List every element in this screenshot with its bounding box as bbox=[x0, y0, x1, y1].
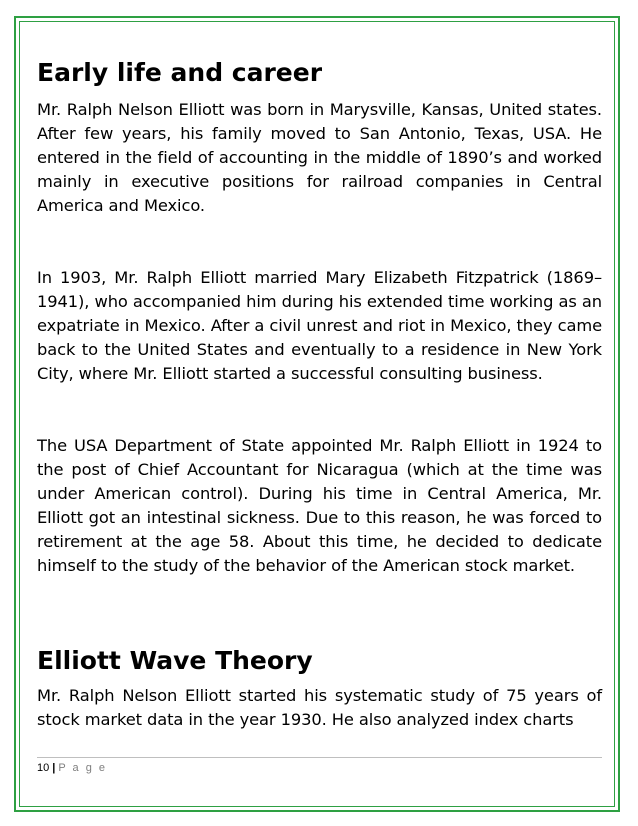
section-heading-early-life: Early life and career bbox=[37, 58, 323, 87]
paragraph-early-life-1: Mr. Ralph Nelson Elliott was born in Marysville, Kansas, United states. After few years, his family moved to San Antonio, Texas, USA. He entered in the field of accounting in the middle of 1890’s and worked mainly in executive positions for railroad companies in Central America and Mexico. bbox=[37, 100, 602, 215]
paragraph-early-life-2: In 1903, Mr. Ralph Elliott married Mary Elizabeth Fitzpatrick (1869–1941), who accompanied him during his extended time working as an expatriate in Mexico. After a civil unrest and riot in Mexico, they came back to the United States and eventually to a residence in New York City, where Mr. Elliott started a successful consulting business. bbox=[37, 268, 602, 383]
page-label: P a g e bbox=[58, 762, 107, 774]
page-number: 10 bbox=[37, 762, 50, 774]
page-footer bbox=[37, 757, 602, 774]
document-body bbox=[37, 56, 602, 732]
paragraph-elliott-wave-1: Mr. Ralph Nelson Elliott started his systematic study of 75 years of stock market data in the year 1930. He also analyzed index charts bbox=[37, 686, 602, 729]
footer-separator: | bbox=[52, 762, 56, 774]
section-heading-elliott-wave: Elliott Wave Theory bbox=[37, 646, 313, 675]
paragraph-early-life-3: The USA Department of State appointed Mr. Ralph Elliott in 1924 to the post of Chief Accountant for Nicaragua (which at the time was under American control). During his time in Central America, Mr. Elliott got an intestinal sickness. Due to this reason, he was forced to retirement at the age 58. About this time, he decided to dedicate himself to the study of the behavior of the American stock market. bbox=[37, 436, 602, 575]
